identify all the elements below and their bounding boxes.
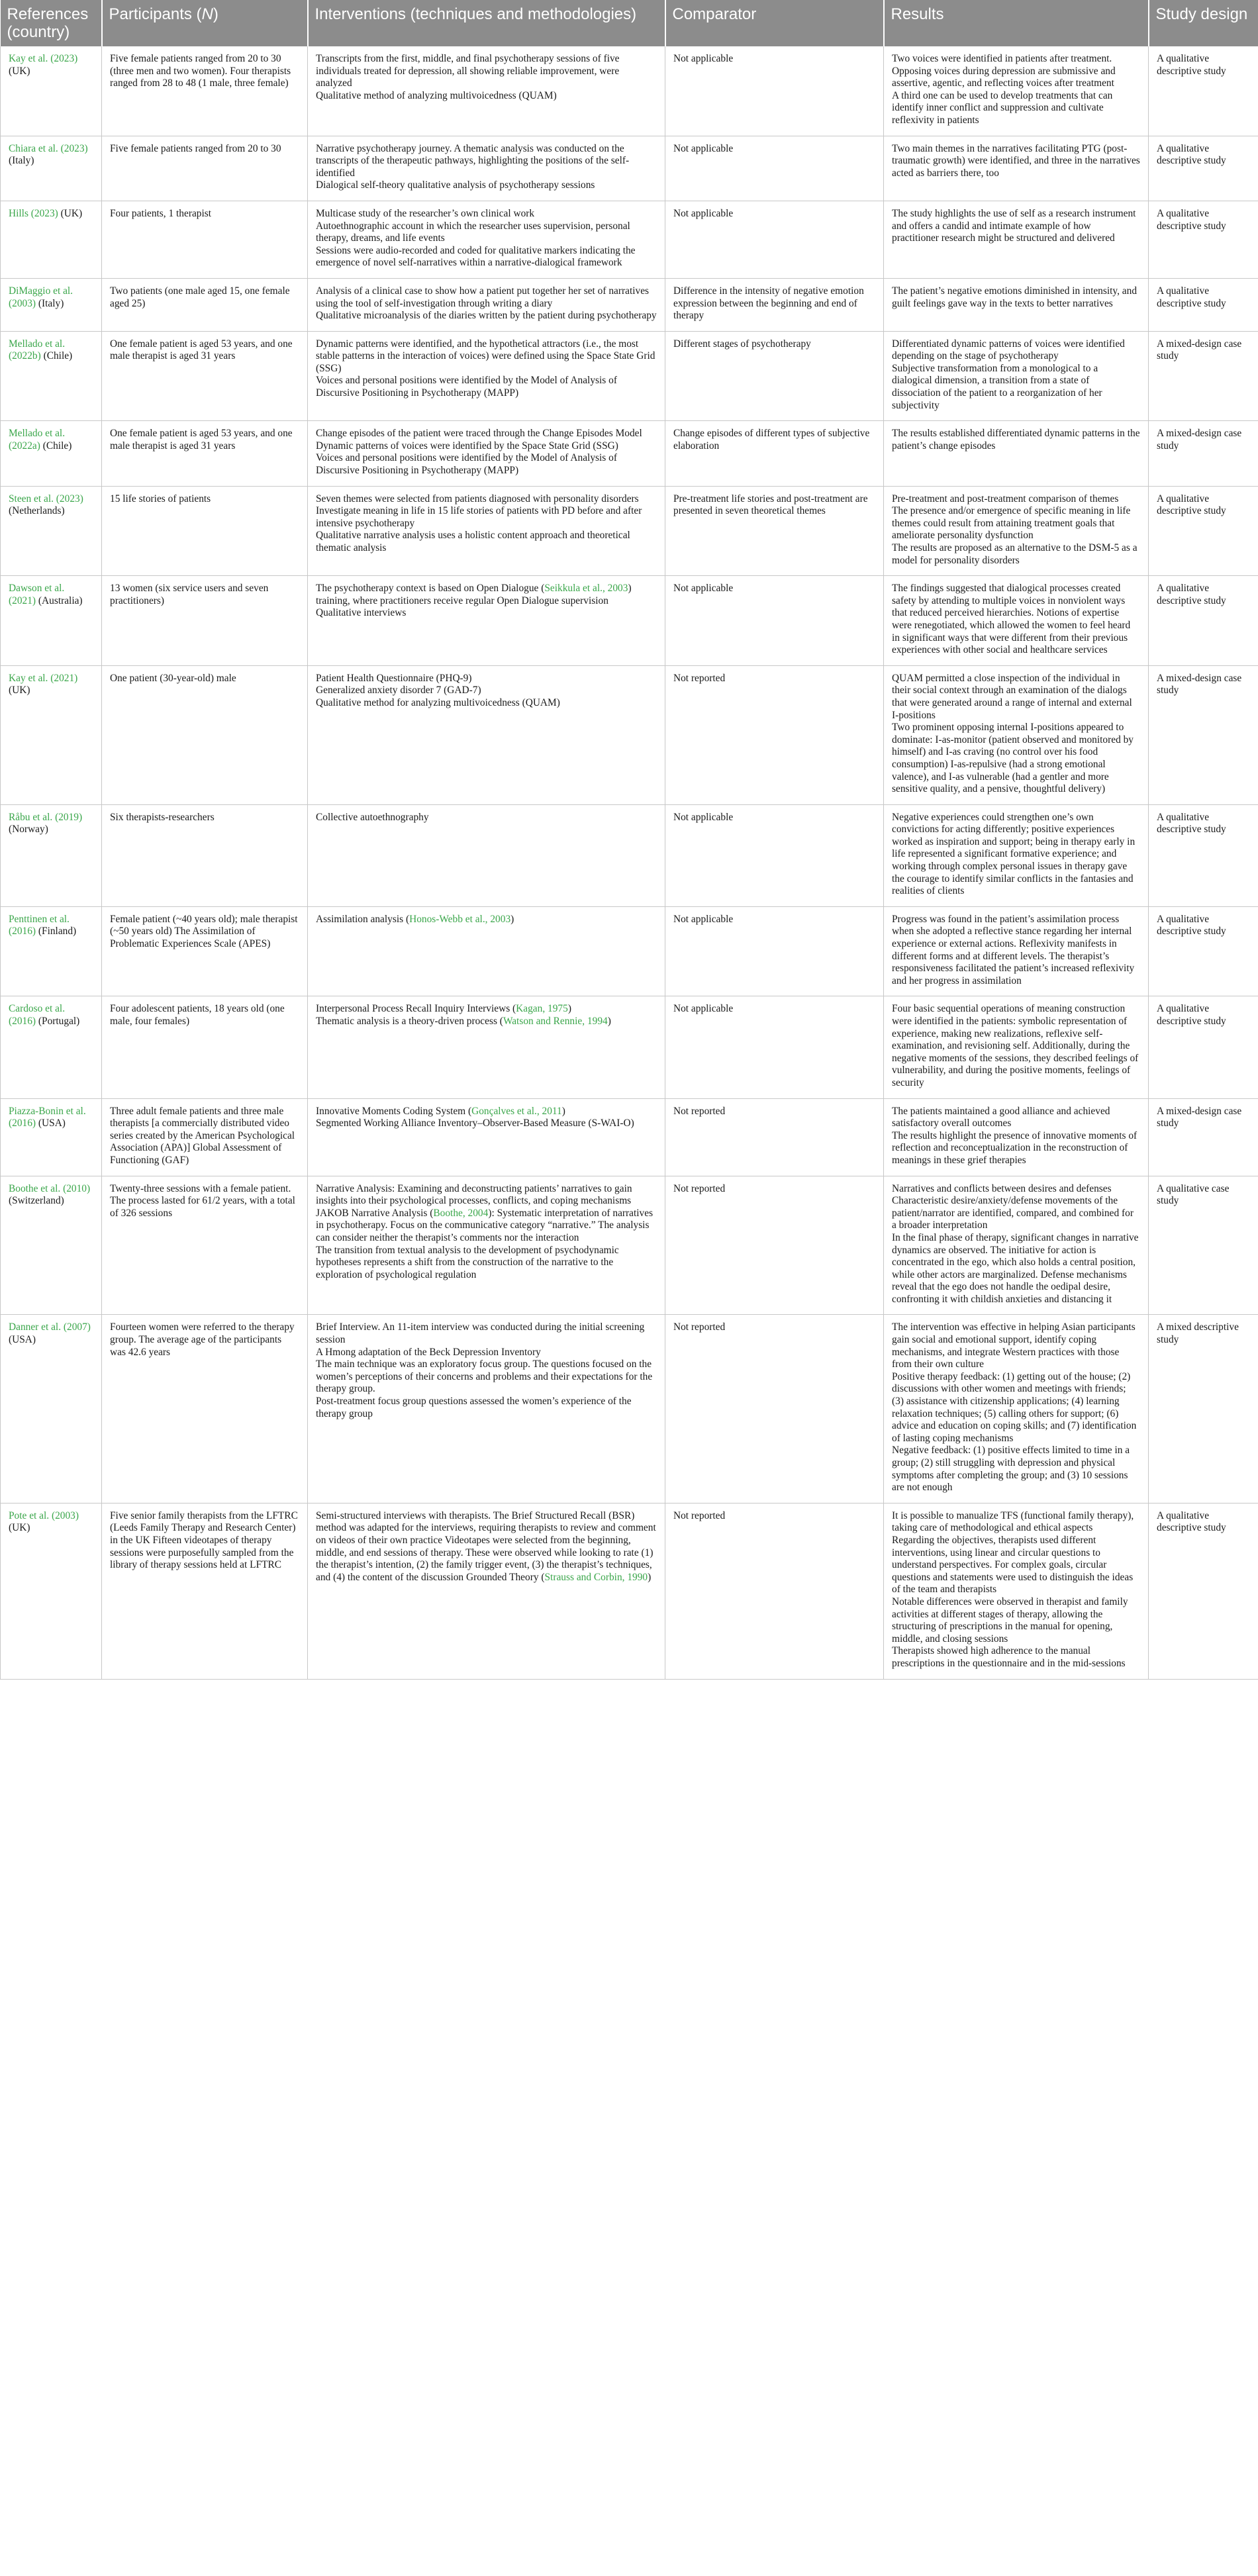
result-line: Two voices were identified in patients after treatment. Opposing voices during depression are submissive and assertive, agentic, and reflecting voices after treatment	[892, 53, 1116, 89]
reference-link[interactable]: Steen et al. (2023)	[9, 493, 83, 504]
participants-line: Fourteen women were referred to the therapy group. The average age of the participants was 42.6 years	[110, 1321, 295, 1358]
cell-interventions	[308, 46, 665, 136]
cell-interventions	[308, 421, 665, 486]
cell-participants	[102, 1503, 308, 1679]
intervention-line: Qualitative method for analyzing multivoicedness (QUAM)	[316, 696, 560, 708]
result-line: The intervention was effective in helping Asian participants gain social and emotional support, identify coping mechanisms, and integrate Western practices with those from their own culture	[892, 1321, 1136, 1370]
cell-study-design: A mixed-design case study	[1149, 421, 1258, 486]
cell-study-design: A qualitative descriptive study	[1149, 996, 1258, 1098]
result-line: The presence and/or emergence of specific meaning in life themes could result from attaining treatment goals that ameliorate personality dysfunction	[892, 505, 1131, 542]
cell-study-design: A qualitative descriptive study	[1149, 201, 1258, 278]
cell-results	[884, 201, 1149, 278]
participants-line: Female patient (~40 years old); male therapist (~50 years old) The Assimilation of Problematic Experiences Scale (APES)	[110, 913, 298, 950]
intervention-line: Qualitative method of analyzing multivoicedness (QUAM)	[316, 89, 557, 101]
table-row	[1, 665, 1258, 804]
cell-reference	[1, 201, 102, 278]
citation-link[interactable]: Honos-Webb et al., 2003	[409, 913, 511, 925]
cell-results	[884, 421, 1149, 486]
reference-link[interactable]: Hills (2023)	[9, 207, 58, 219]
table-row	[1, 1176, 1258, 1315]
table-row	[1, 906, 1258, 996]
citation-link[interactable]: Watson and Rennie, 1994	[503, 1016, 608, 1027]
cell-study-design: A mixed-design case study	[1149, 1098, 1258, 1176]
result-line: Positive therapy feedback: (1) getting out of the house; (2) discussions with other women and meetings with friends; (3) assistance with citizenship applications; (4) learning relaxation techniques; (5) calling others for support; (6) advice and education on coping skills; and (7) identification of lasting coping mechanisms	[892, 1370, 1137, 1444]
cell-results	[884, 906, 1149, 996]
reference-link[interactable]: Chiara et al. (2023)	[9, 142, 88, 154]
result-line: Four basic sequential operations of meaning construction were identified in the patients: symbolic representation of experience, making new realizations, reflexive self-examination, and revisioning self. Additionally, during the negative moments of the sessions, they described feelings of vulnerability, and during the positive moments, feelings of security	[892, 1003, 1139, 1088]
cell-reference	[1, 421, 102, 486]
reference-country: (Netherlands)	[9, 505, 65, 517]
reference-country: (Portugal)	[36, 1016, 80, 1027]
intervention-line: The transition from textual analysis to the development of psychodynamic hypotheses represents a shift from the construction of the narrative to the exploration of psychological regulation	[316, 1244, 619, 1280]
cell-reference	[1, 576, 102, 666]
intervention-line: Sessions were audio-recorded and coded for qualitative markers indicating the emergence of novel self-narratives within a narrative-dialogical framework	[316, 244, 636, 269]
cell-participants	[102, 1098, 308, 1176]
intervention-line: Innovative Moments Coding System (Gonçalves et al., 2011)	[316, 1105, 565, 1117]
cell-participants	[102, 665, 308, 804]
cell-participants	[102, 1315, 308, 1503]
reference-country: (Australia)	[36, 595, 83, 606]
result-line: Pre-treatment and post-treatment comparison of themes	[892, 493, 1119, 504]
intervention-line: Dialogical self-theory qualitative analysis of psychotherapy sessions	[316, 179, 595, 191]
intervention-line: Assimilation analysis (Honos-Webb et al., 2003)	[316, 913, 514, 925]
result-line: The study highlights the use of self as a research instrument and offers a candid and intimate example of how practitioner research might be structured and delivered	[892, 207, 1136, 244]
cell-interventions	[308, 1503, 665, 1679]
cell-participants	[102, 486, 308, 576]
cell-comparator: Not applicable	[665, 906, 884, 996]
participants-line: Two patients (one male aged 15, one female aged 25)	[110, 285, 290, 309]
participants-line: One patient (30-year-old) male	[110, 672, 236, 684]
cell-participants	[102, 804, 308, 906]
participants-line: One female patient is aged 53 years, and one male therapist is aged 31 years	[110, 338, 293, 362]
cell-comparator: Not applicable	[665, 804, 884, 906]
cell-results	[884, 46, 1149, 136]
intervention-line: Qualitative interviews	[316, 607, 407, 619]
participants-line: Five senior family therapists from the LFTRC (Leeds Family Therapy and Research Center) in the UK Fifteen videotapes of therapy sessions were purposefully sampled from the library of therapy sessions held at LFTRC	[110, 1509, 298, 1571]
reference-link[interactable]: Piazza-Bonin et al. (2016)	[9, 1105, 86, 1129]
cell-interventions	[308, 201, 665, 278]
reference-link[interactable]: Danner et al. (2007)	[9, 1321, 91, 1333]
cell-reference	[1, 804, 102, 906]
result-line: Negative experiences could strengthen one’s own convictions for acting differently; positive experiences worked as inspiration and support; being in therapy early in life represented a significant formative experience; and working through complex personal issues in therapy gave the courage to identify similar conflicts in the fantasies and realities of clients	[892, 811, 1136, 897]
table-row	[1, 278, 1258, 331]
result-line: Subjective transformation from a monological to a dialogical dimension, a transition from a state of dissociation of the patient to a reorganization of her subjectivity	[892, 362, 1102, 411]
result-line: Regarding the objectives, therapists used different interventions, using linear and circular questions to understand perspectives. For complex goals, circular questions and statements were used to distinguish the ideas of the team and therapists	[892, 1534, 1134, 1596]
intervention-line: Collective autoethnography	[316, 811, 429, 823]
table-row	[1, 201, 1258, 278]
cell-study-design: A qualitative case study	[1149, 1176, 1258, 1315]
cell-participants	[102, 576, 308, 666]
cell-reference	[1, 1315, 102, 1503]
cell-results	[884, 486, 1149, 576]
cell-comparator: Not reported	[665, 1315, 884, 1503]
intervention-line: Voices and personal positions were identified by the Model of Analysis of Discursive Positioning in Psychotherapy (MAPP)	[316, 375, 617, 399]
participants-line: Four patients, 1 therapist	[110, 207, 212, 219]
header-row	[1, 0, 1258, 46]
cell-results	[884, 278, 1149, 331]
cell-study-design: A qualitative descriptive study	[1149, 46, 1258, 136]
cell-reference	[1, 1176, 102, 1315]
cell-interventions	[308, 1098, 665, 1176]
result-line: The patient’s negative emotions diminished in intensity, and guilt feelings gave way in the texts to better narratives	[892, 285, 1137, 309]
citation-link[interactable]: Strauss and Corbin, 1990	[544, 1571, 648, 1583]
reference-link[interactable]: Kay et al. (2023)	[9, 53, 78, 64]
header-participants: Participants (N)	[102, 0, 308, 46]
cell-results	[884, 136, 1149, 201]
intervention-line: Segmented Working Alliance Inventory–Observer-Based Measure (S-WAI-O)	[316, 1118, 634, 1129]
cell-participants	[102, 278, 308, 331]
cell-study-design: A qualitative descriptive study	[1149, 136, 1258, 201]
intervention-line: Narrative psychotherapy journey. A thematic analysis was conducted on the transcripts of the therapeutic pathways, highlighting the positions of the self-identified	[316, 142, 630, 179]
cell-comparator: Not reported	[665, 665, 884, 804]
intervention-line: JAKOB Narrative Analysis (Boothe, 2004): Systematic interpretation of narratives in psychotherapy. Focus on the communicative category “narrative.” The analysis can consider neither the therapist’s comments nor the interaction	[316, 1207, 653, 1243]
intervention-line: Generalized anxiety disorder 7 (GAD-7)	[316, 685, 481, 696]
cell-study-design: A qualitative descriptive study	[1149, 1503, 1258, 1679]
citation-link[interactable]: Seikkula et al., 2003	[544, 583, 628, 595]
cell-comparator: Not reported	[665, 1176, 884, 1315]
reference-country: (UK)	[9, 685, 30, 696]
intervention-line: Qualitative narrative analysis uses a holistic content approach and theoretical thematic analysis	[316, 530, 630, 553]
cell-results	[884, 1098, 1149, 1176]
result-line: Two prominent opposing internal I-positions appeared to dominate: I-as-monitor (patient observed and monitored by himself) and I-as craving (no control over his food consumption) I-as-repulsive (had a strong emotional valence), and I-as vulnerable (had a gentler and more sensitive quality, and a pensive, thoughtful delivery)	[892, 722, 1134, 795]
result-line: The patients maintained a good alliance and achieved satisfactory overall outcomes	[892, 1105, 1110, 1129]
result-line: In the final phase of therapy, significant changes in narrative dynamics are observed. The initiative for action is concentrated in the ego, which also holds a central position, while other actors are marginalized. Defense mechanisms reveal that the ego does not handle the oedipal desire, confronting it with childish anxieties and distancing it	[892, 1231, 1139, 1305]
cell-comparator: Change episodes of different types of subjective elaboration	[665, 421, 884, 486]
cell-interventions	[308, 486, 665, 576]
table-row	[1, 46, 1258, 136]
cell-participants	[102, 136, 308, 201]
cell-interventions	[308, 331, 665, 421]
table-row	[1, 486, 1258, 576]
reference-country: (UK)	[9, 65, 30, 77]
intervention-line: Multicase study of the researcher’s own clinical work	[316, 207, 535, 219]
citation-link[interactable]: Gonçalves et al., 2011	[471, 1105, 562, 1117]
cell-reference	[1, 46, 102, 136]
citation-link[interactable]: Kagan, 1975	[516, 1003, 568, 1015]
cell-reference	[1, 278, 102, 331]
header-study-design: Study design	[1149, 0, 1258, 46]
cell-results	[884, 576, 1149, 666]
result-line: The results highlight the presence of innovative moments of reflection and reconceptualization in the reconstruction of meanings in these grief therapies	[892, 1129, 1137, 1166]
cell-participants	[102, 331, 308, 421]
table-row	[1, 136, 1258, 201]
cell-interventions	[308, 996, 665, 1098]
cell-participants	[102, 996, 308, 1098]
intervention-line: Change episodes of the patient were traced through the Change Episodes Model	[316, 428, 642, 440]
cell-participants	[102, 201, 308, 278]
intervention-line: Dynamic patterns of voices were identified by the Space State Grid (SSG)	[316, 440, 618, 452]
cell-results	[884, 331, 1149, 421]
reference-link[interactable]: Mellado et al. (2022a)	[9, 428, 66, 452]
cell-comparator: Pre-treatment life stories and post-treatment are presented in seven theoretical themes	[665, 486, 884, 576]
cell-participants	[102, 421, 308, 486]
intervention-line: Autoethnographic account in which the researcher uses supervision, personal therapy, dreams, and life events	[316, 220, 630, 244]
participants-line: 13 women (six service users and seven practitioners)	[110, 583, 269, 606]
result-line: A third one can be used to develop treatments that can identify inner conflict and suppression and cultivate reflexivity in patients	[892, 89, 1113, 126]
cell-comparator: Not applicable	[665, 46, 884, 136]
table-row	[1, 331, 1258, 421]
reference-link[interactable]: Kay et al. (2021)	[9, 672, 78, 684]
reference-country: (Switzerland)	[9, 1195, 64, 1207]
cell-study-design: A mixed-design case study	[1149, 665, 1258, 804]
result-line: QUAM permitted a close inspection of the individual in their social context through an examination of the dialogs that were generated around a range of internal and external I-positions	[892, 672, 1132, 721]
cell-comparator: Not applicable	[665, 996, 884, 1098]
table-row	[1, 1098, 1258, 1176]
cell-interventions	[308, 906, 665, 996]
result-line: Notable differences were observed in therapist and family activities at different stages of therapy, allowing the structuring of prescriptions in the manual for opening, middle, and closing sessions	[892, 1596, 1128, 1645]
reference-link[interactable]: Råbu et al. (2019)	[9, 811, 83, 823]
intervention-line: Investigate meaning in life in 15 life stories of patients with PD before and after intensive psychotherapy	[316, 505, 642, 529]
cell-reference	[1, 1098, 102, 1176]
table-row	[1, 1503, 1258, 1679]
cell-results	[884, 996, 1149, 1098]
cell-reference	[1, 996, 102, 1098]
table-row	[1, 996, 1258, 1098]
cell-results	[884, 1315, 1149, 1503]
participants-line: Five female patients ranged from 20 to 30	[110, 142, 281, 154]
reference-country: (Finland)	[36, 926, 77, 937]
intervention-line: Thematic analysis is a theory-driven process (Watson and Rennie, 1994)	[316, 1016, 611, 1027]
intervention-line: Narrative Analysis: Examining and deconstructing patients’ narratives to gain insights into their psychological processes, conflicts, and coping mechanisms	[316, 1182, 632, 1207]
intervention-line: The main technique was an exploratory focus group. The questions focused on the women’s perceptions of their concerns and problems and their expectations for the therapy group.	[316, 1359, 653, 1395]
intervention-line: Post-treatment focus group questions assessed the women’s experience of the therapy group	[316, 1396, 632, 1419]
reference-link[interactable]: Pote et al. (2003)	[9, 1509, 79, 1521]
intervention-line: Seven themes were selected from patients diagnosed with personality disorders	[316, 493, 639, 504]
result-line: Characteristic desire/anxiety/defense movements of the patient/narrator are identified, compared, and combined for a broader interpretation	[892, 1195, 1134, 1231]
cell-reference	[1, 1503, 102, 1679]
reference-link[interactable]: Cardoso et al. (2016)	[9, 1003, 66, 1027]
reference-country: (USA)	[36, 1118, 66, 1129]
intervention-line: Semi-structured interviews with therapists. The Brief Structured Recall (BSR) method was adapted for the interviews, requiring therapists to review and comment on videos of their own practice Videotapes were selected from the beginning, middle, and end sessions of therapy. These were observed while looking to rate (1) the therapist’s intention, (2) the family trigger event, (3) the therapist’s techniques, and (4) the content of the discussion Grounded Theory (Strauss and Corbin, 1990)	[316, 1509, 656, 1583]
header-comparator: Comparator	[665, 0, 884, 46]
reference-country: (UK)	[9, 1522, 30, 1534]
table-row	[1, 1315, 1258, 1503]
cell-results	[884, 1503, 1149, 1679]
cell-reference	[1, 331, 102, 421]
intervention-line: The psychotherapy context is based on Open Dialogue (Seikkula et al., 2003) training, where practitioners receive regular Open Dialogue supervision	[316, 583, 632, 606]
cell-study-design: A qualitative descriptive study	[1149, 576, 1258, 666]
cell-interventions	[308, 665, 665, 804]
intervention-line: Dynamic patterns were identified, and the hypothetical attractors (i.e., the most stable patterns in the interaction of voices) were defined using the Space State Grid (SSG)	[316, 338, 655, 374]
result-line: Differentiated dynamic patterns of voices were identified depending on the stage of psychotherapy	[892, 338, 1125, 362]
cell-study-design: A mixed descriptive study	[1149, 1315, 1258, 1503]
cell-study-design: A qualitative descriptive study	[1149, 804, 1258, 906]
cell-results	[884, 1176, 1149, 1315]
cell-participants	[102, 46, 308, 136]
cell-reference	[1, 665, 102, 804]
participants-line: Five female patients ranged from 20 to 30 (three men and two women). Four therapists ranged from 28 to 48 (1 male, three female)	[110, 53, 291, 89]
table-row	[1, 421, 1258, 486]
reference-link[interactable]: Penttinen et al. (2016)	[9, 913, 70, 937]
reference-country: (Italy)	[9, 155, 34, 167]
cell-study-design: A qualitative descriptive study	[1149, 906, 1258, 996]
reference-country: (Italy)	[36, 297, 64, 309]
header-interventions: Interventions (techniques and methodologies)	[308, 0, 665, 46]
cell-comparator: Not reported	[665, 1503, 884, 1679]
cell-interventions	[308, 278, 665, 331]
reference-country: (Chile)	[40, 440, 72, 452]
cell-comparator: Not applicable	[665, 201, 884, 278]
table-row	[1, 576, 1258, 666]
result-line: Progress was found in the patient’s assimilation process when she adopted a reflective stance regarding her internal experience or external actions. Reflexivity manifests in different forms and at different levels. The therapist’s responsiveness facilitated the patient’s increased reflexivity and her progress in assimilation	[892, 913, 1135, 986]
result-line: The results established differentiated dynamic patterns in the patient’s change episodes	[892, 428, 1140, 452]
header-references: References (country)	[1, 0, 102, 46]
intervention-line: Transcripts from the first, middle, and final psychotherapy sessions of five individuals treated for depression, all showing reliable improvement, were analyzed	[316, 53, 620, 89]
participants-line: Twenty-three sessions with a female patient. The process lasted for 61/2 years, with a total of 326 sessions	[110, 1182, 295, 1219]
intervention-line: Voices and personal positions were identified by the Model of Analysis of Discursive Positioning in Psychotherapy (MAPP)	[316, 452, 617, 477]
reference-country: (UK)	[58, 207, 83, 219]
result-line: The findings suggested that dialogical processes created safety by attending to multiple voices in nonviolent ways that reduced perceived hierarchies. Notions of expertise were renegotiated, which allowed the women to feel heard in significant ways that were different from their previous experiences with other social and healthcare services	[892, 583, 1131, 656]
cell-study-design: A qualitative descriptive study	[1149, 278, 1258, 331]
result-line: Therapists showed high adherence to the manual prescriptions in the questionnaire and in the mid-sessions	[892, 1645, 1126, 1669]
cell-comparator: Difference in the intensity of negative emotion expression between the beginning and end of therapy	[665, 278, 884, 331]
intervention-line: Brief Interview. An 11-item interview was conducted during the initial screening session	[316, 1321, 645, 1346]
reference-country: (Norway)	[9, 824, 48, 835]
cell-comparator: Not applicable	[665, 136, 884, 201]
reference-link[interactable]: Mellado et al. (2022b)	[9, 338, 66, 362]
cell-comparator: Different stages of psychotherapy	[665, 331, 884, 421]
intervention-line: A Hmong adaptation of the Beck Depression Inventory	[316, 1346, 541, 1358]
intervention-line: Patient Health Questionnaire (PHQ-9)	[316, 672, 472, 684]
participants-line: One female patient is aged 53 years, and one male therapist is aged 31 years	[110, 428, 293, 452]
cell-interventions	[308, 136, 665, 201]
cell-reference	[1, 136, 102, 201]
cell-comparator: Not reported	[665, 1098, 884, 1176]
intervention-line: Qualitative microanalysis of the diaries written by the patient during psychotherapy	[316, 310, 657, 322]
participants-line: 15 life stories of patients	[110, 493, 211, 504]
cell-participants	[102, 1176, 308, 1315]
result-line: It is possible to manualize TFS (functional family therapy), taking care of methodological and ethical aspects	[892, 1509, 1134, 1534]
result-line: Negative feedback: (1) positive effects limited to time in a group; (2) still struggling with depression and physical symptoms after completing the group; and (3) 10 sessions are not enough	[892, 1445, 1130, 1494]
cell-interventions	[308, 804, 665, 906]
header-results: Results	[884, 0, 1149, 46]
cell-results	[884, 804, 1149, 906]
result-line: Narratives and conflicts between desires and defenses	[892, 1182, 1112, 1194]
cell-reference	[1, 906, 102, 996]
table-row	[1, 804, 1258, 906]
reference-link[interactable]: Dawson et al. (2021)	[9, 583, 65, 606]
reference-link[interactable]: Boothe et al. (2010)	[9, 1182, 91, 1194]
reference-link[interactable]: DiMaggio et al. (2003)	[9, 285, 73, 309]
intervention-line: Analysis of a clinical case to show how a patient put together her set of narratives using the tool of self-investigation through writing a diary	[316, 285, 650, 309]
result-line: Two main themes in the narratives facilitating PTG (post-traumatic growth) were identified, and three in the narratives acted as barriers there, too	[892, 142, 1140, 179]
intervention-line: Interpersonal Process Recall Inquiry Interviews (Kagan, 1975)	[316, 1003, 571, 1015]
cell-study-design: A qualitative descriptive study	[1149, 486, 1258, 576]
reference-country: (USA)	[9, 1334, 36, 1346]
participants-line: Four adolescent patients, 18 years old (one male, four females)	[110, 1003, 285, 1027]
cell-study-design: A mixed-design case study	[1149, 331, 1258, 421]
cell-results	[884, 665, 1149, 804]
participants-line: Six therapists-researchers	[110, 811, 215, 823]
cell-interventions	[308, 1315, 665, 1503]
result-line: The results are proposed as an alternative to the DSM-5 as a model for personality disorders	[892, 542, 1137, 566]
reference-country: (Chile)	[40, 350, 73, 362]
cell-reference	[1, 486, 102, 576]
cell-interventions	[308, 576, 665, 666]
cell-interventions	[308, 1176, 665, 1315]
cell-participants	[102, 906, 308, 996]
participants-line: Three adult female patients and three male therapists [a commercially distributed video series created by the American Psychological Association (APA)] Global Assessment of Functioning (GAF)	[110, 1105, 295, 1166]
cell-comparator: Not applicable	[665, 576, 884, 666]
citation-link[interactable]: Boothe, 2004	[433, 1207, 489, 1219]
